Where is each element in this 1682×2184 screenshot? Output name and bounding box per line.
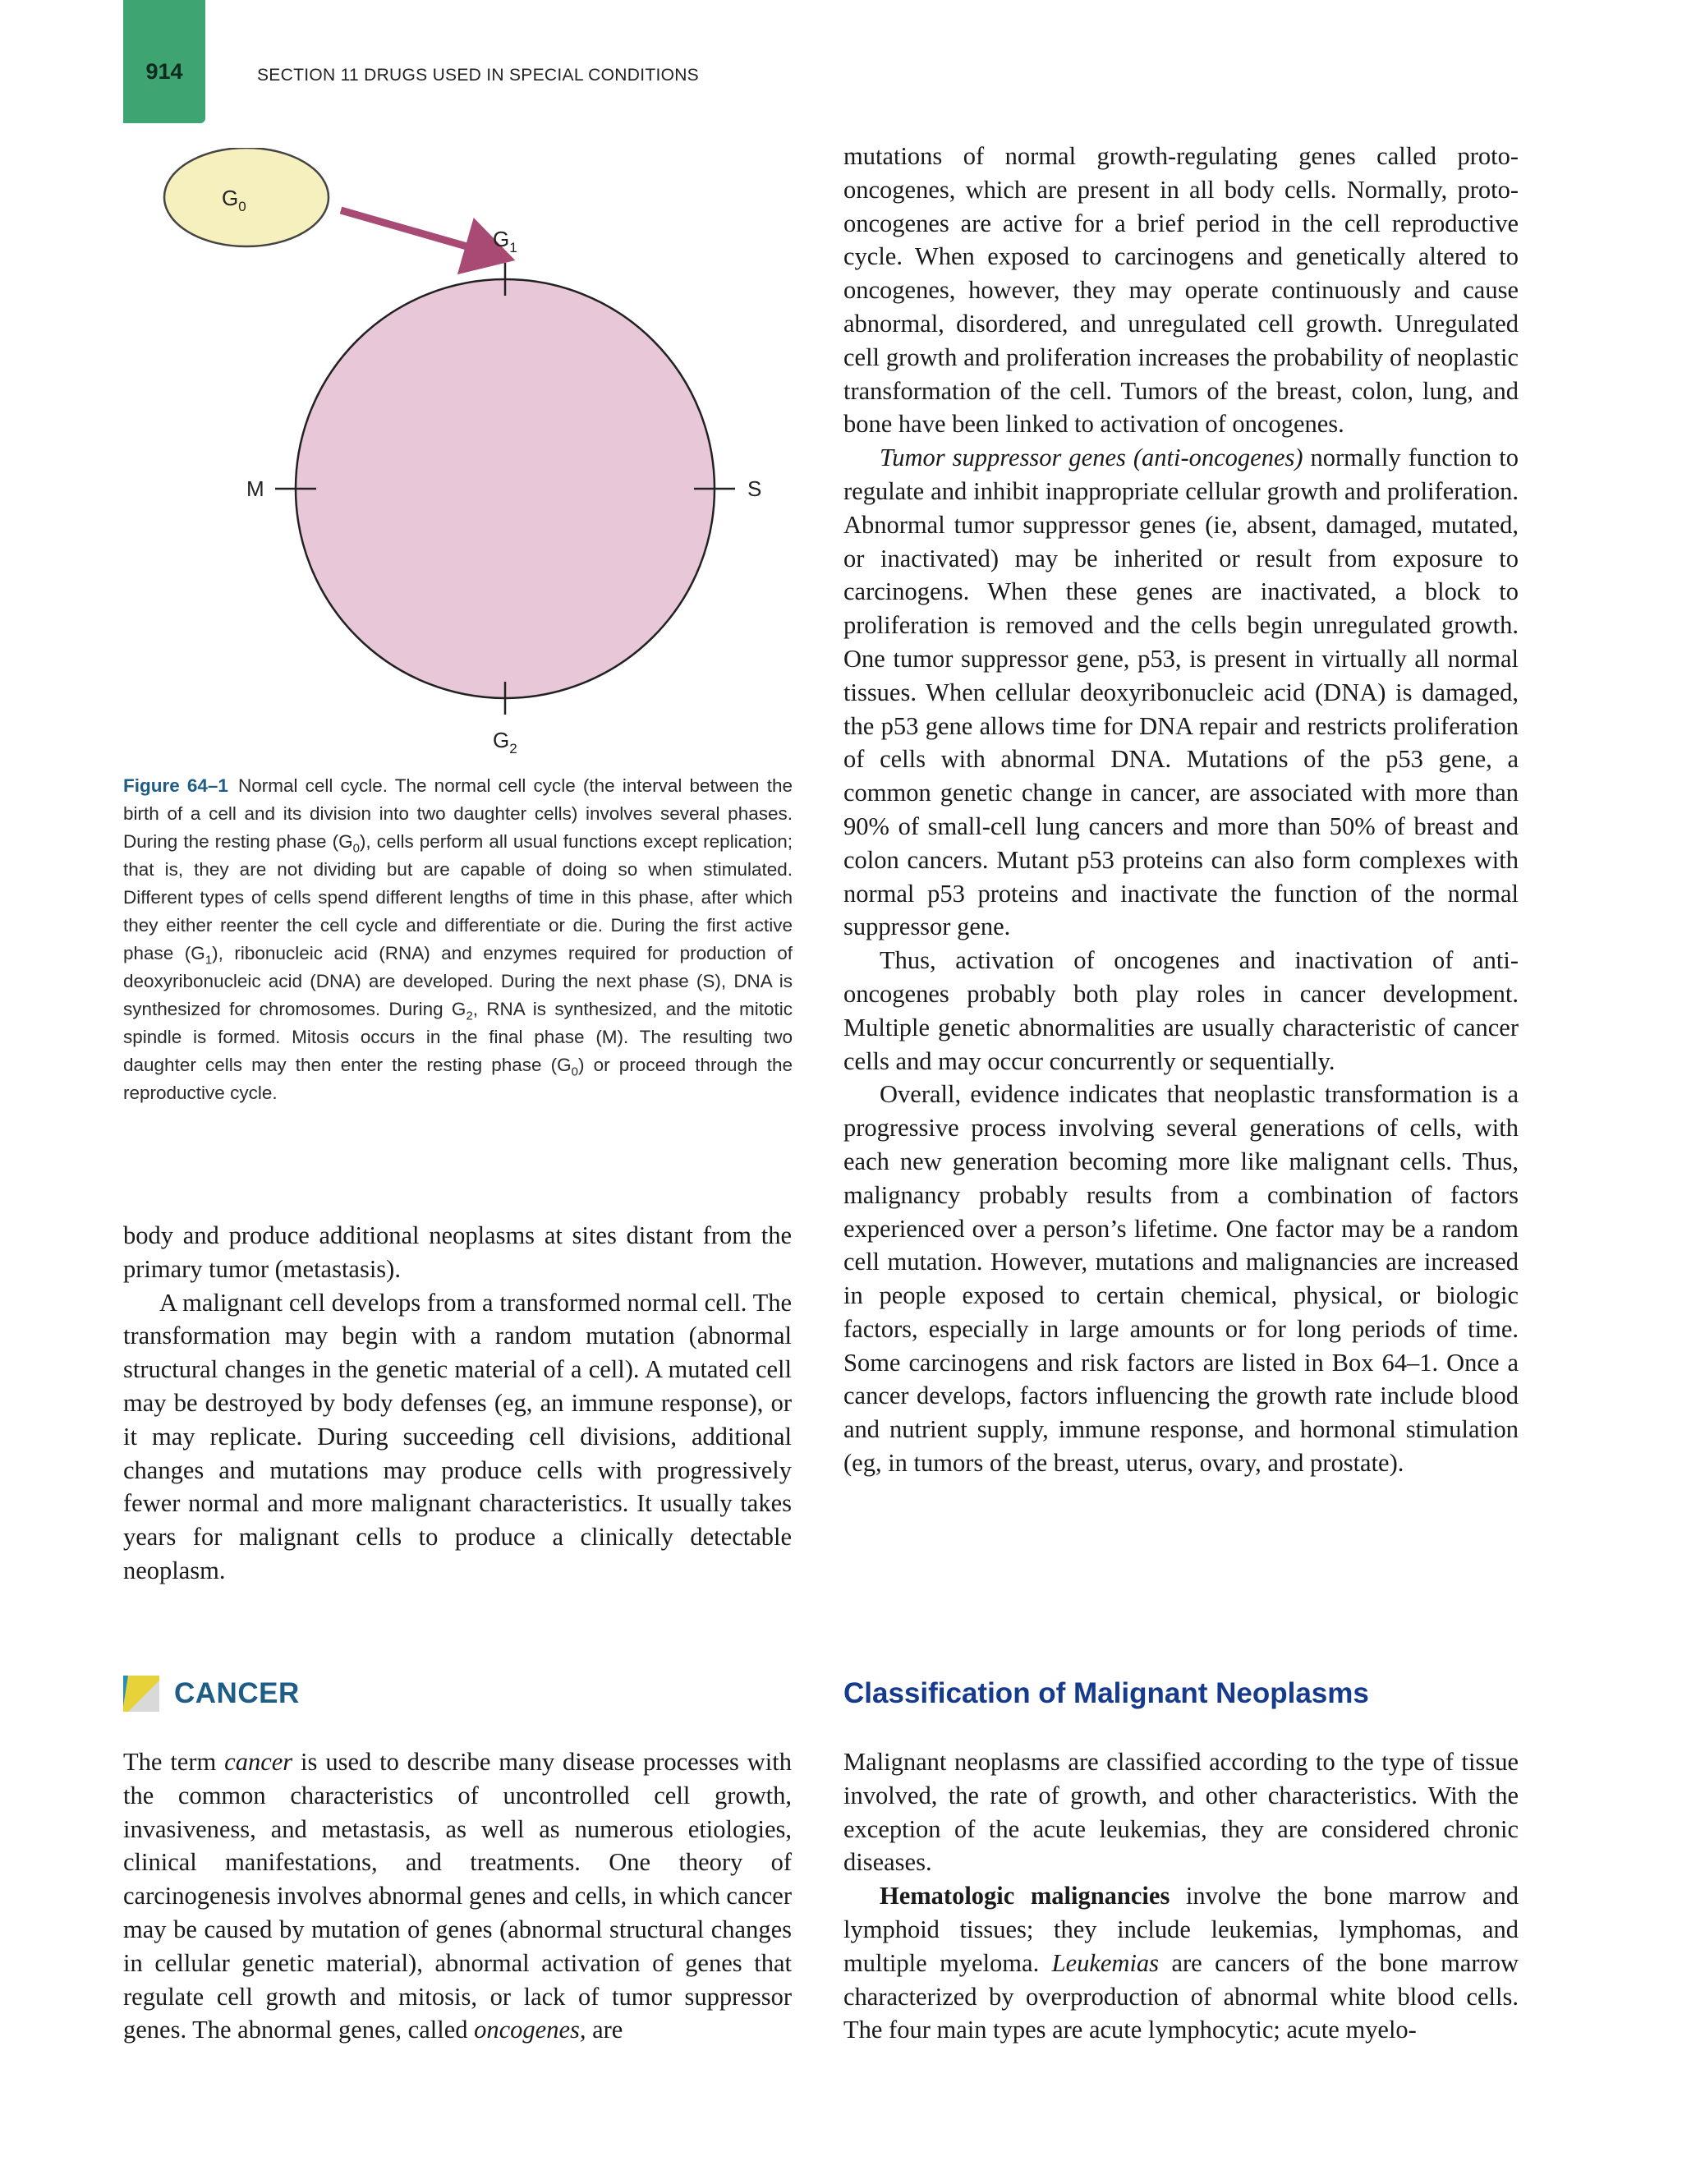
right-column-text	[843, 140, 1519, 1480]
cancer-section-heading	[123, 1676, 300, 1712]
page-number: 914	[145, 59, 183, 84]
cancer-heading-text: CANCER	[174, 1677, 300, 1709]
m-label: M	[246, 476, 264, 501]
classification-section-heading: Classification of Malignant Neoplasms	[843, 1677, 1369, 1709]
paragraph: Overall, evidence indicates that neoplastic transformation is a progressive process involving several generations of cells, with each new generation becoming more like malignant cells. Thus, malignancy probably results from a combination of factors experienced over a person’s lifetime. One factor may be a random cell mutation. However, mutations and malignancies are increased in people exposed to certain chemical, physical, or biologic factors, especially in large amounts or for long periods of time. Some carcinogens and risk factors are listed in Box 64–1. Once a cancer develops, factors influencing the growth rate include blood and nutrient supply, immune response, and hormonal stimulation (eg, in tumors of the breast, uterus, ovary, and prostate).	[843, 1080, 1519, 1478]
g0-label: $G_0$	[222, 186, 246, 214]
g2-label: $G_2$	[493, 728, 517, 756]
g0-resting-phase-oval	[164, 148, 329, 246]
figure-caption-label: Figure 64–1	[123, 775, 228, 796]
g0-to-g1-arrow	[341, 210, 501, 256]
classification-section-text	[843, 1745, 1519, 2047]
caption-text: ), cells perform all usual functions except replication; that is, they are not dividing but are capable of doing so when stimulated. Different types of cells spend different lengths of time in this phase, after which they either reenter the cell cycle and differentiate or die. During the first active phase (G	[123, 831, 793, 963]
paragraph: The term cancer is used to describe many disease processes with the common characteristics of uncontrolled cell growth, invasiveness, and metastasis, as well as numerous etiologies, clinical manifestations, and treatments. One theory of carcinogenesis involves abnormal genes and cells, in which cancer may be caused by mutation of genes (abnormal structural changes in cellular genetic material), abnormal activation of genes that regulate cell growth and mitosis, or lack of tumor suppressor genes. The abnormal genes, called oncogenes, are	[123, 1748, 793, 2044]
cell-cycle-circle	[296, 279, 715, 698]
running-head: SECTION 11 DRUGS USED IN SPECIAL CONDITIONS	[257, 66, 699, 85]
caption-subscript: 2	[466, 1009, 473, 1023]
cell-cycle-diagram	[123, 148, 805, 772]
cell-cycle-figure	[123, 148, 805, 772]
caption-subscript: 1	[205, 953, 213, 968]
paragraph: mutations of normal growth-regulating genes called proto-oncogenes, which are present in all body cells. Normally, proto-oncogenes are active for a brief period in the cell reproductive cycle. When exposed to carcinogens and genetically altered to oncogenes, however, they may operate continuously and cause abnormal, disordered, and unregulated cell growth. Unregulated cell growth and proliferation increases the probability of neoplastic transformation of the cell. Tumors of the breast, colon, lung, and bone have been linked to activation of oncogenes.	[843, 142, 1519, 439]
caption-text: Normal cell cycle. The normal cell cycle (the interval between the birth of a cell and its division into two daughter cells) involves several phases. During the resting phase (G	[123, 775, 793, 852]
paragraph: Thus, activation of oncogenes and inactivation of anti-oncogenes probably both play roles in cancer development. Multiple genetic abnormalities are usually characteristic of cancer cells and may occur concurrently or sequentially.	[843, 946, 1519, 1075]
cancer-section-text	[123, 1745, 792, 2047]
paragraph: Tumor suppressor genes (anti-oncogenes) normally function to regulate and inhibit inappropriate cellular growth and proliferation. Abnormal tumor suppressor genes (ie, absent, damaged, mutated, or inactivated) may be inherited or result from exposure to carcinogens. When these genes are inactivated, a block to proliferation is removed and the cells begin unregulated growth. One tumor suppressor gene, p53, is present in virtually all normal tissues. When cellular deoxyribonucleic acid (DNA) is damaged, the p53 gene allows time for DNA repair and restricts proliferation of cells with abnormal DNA. Mutations of the p53 gene, a common genetic change in cancer, are associated with more than 90% of small-cell lung cancers and more than 50% of breast and colon cancers. Mutant p53 proteins can also form complexes with normal p53 proteins and inactivate the function of the normal suppressor gene.	[843, 444, 1519, 941]
paragraph: Hematologic malignancies involve the bone marrow and lymphoid tissues; they include leukemias, lymphomas, and multiple myeloma. Leukemias are cancers of the bone marrow characterized by overproduction of abnormal white blood cells. The four main types are acute lymphocytic; acute myelo-	[843, 1882, 1519, 2044]
paragraph: A malignant cell develops from a transformed normal cell. The transformation may begin with a random mutation (abnormal structural changes in the genetic material of a cell). A mutated cell may be destroyed by body defenses (eg, an immune response), or it may replicate. During succeeding cell divisions, additional changes and mutations may produce cells with progressively fewer normal and more malignant characteristics. It usually takes years for malignant cells to produce a clinically detectable neoplasm.	[123, 1288, 792, 1584]
s-label: S	[747, 476, 762, 501]
caption-text: , RNA is synthesized, and the mitotic spindle is formed. Mitosis occurs in the final phase (M). The resulting two daughter cells may then enter the resting phase (G	[123, 999, 793, 1075]
caption-text: ) or proceed through the reproductive cycle.	[123, 1055, 793, 1103]
page-number-tab	[123, 0, 205, 123]
caption-subscript: 0	[352, 841, 360, 856]
caption-text: ), ribonucleic acid (RNA) and enzymes required for production of deoxyribonucleic acid (DNA) are developed. During the next phase (S), DNA is synthesized for chromosomes. During G	[123, 943, 793, 1019]
caption-subscript: 0	[571, 1064, 579, 1079]
left-column-text	[123, 1219, 792, 1588]
figure-caption	[123, 772, 793, 1107]
paragraph: Malignant neoplasms are classified according to the type of tissue involved, the rate of growth, and other characteristics. With the exception of the acute leukemias, they are considered chronic diseases.	[843, 1748, 1519, 1877]
paragraph: body and produce additional neoplasms at sites distant from the primary tumor (metastasis).	[123, 1221, 792, 1283]
g1-label: $G_1$	[493, 227, 517, 255]
section-marker-icon	[123, 1676, 159, 1712]
